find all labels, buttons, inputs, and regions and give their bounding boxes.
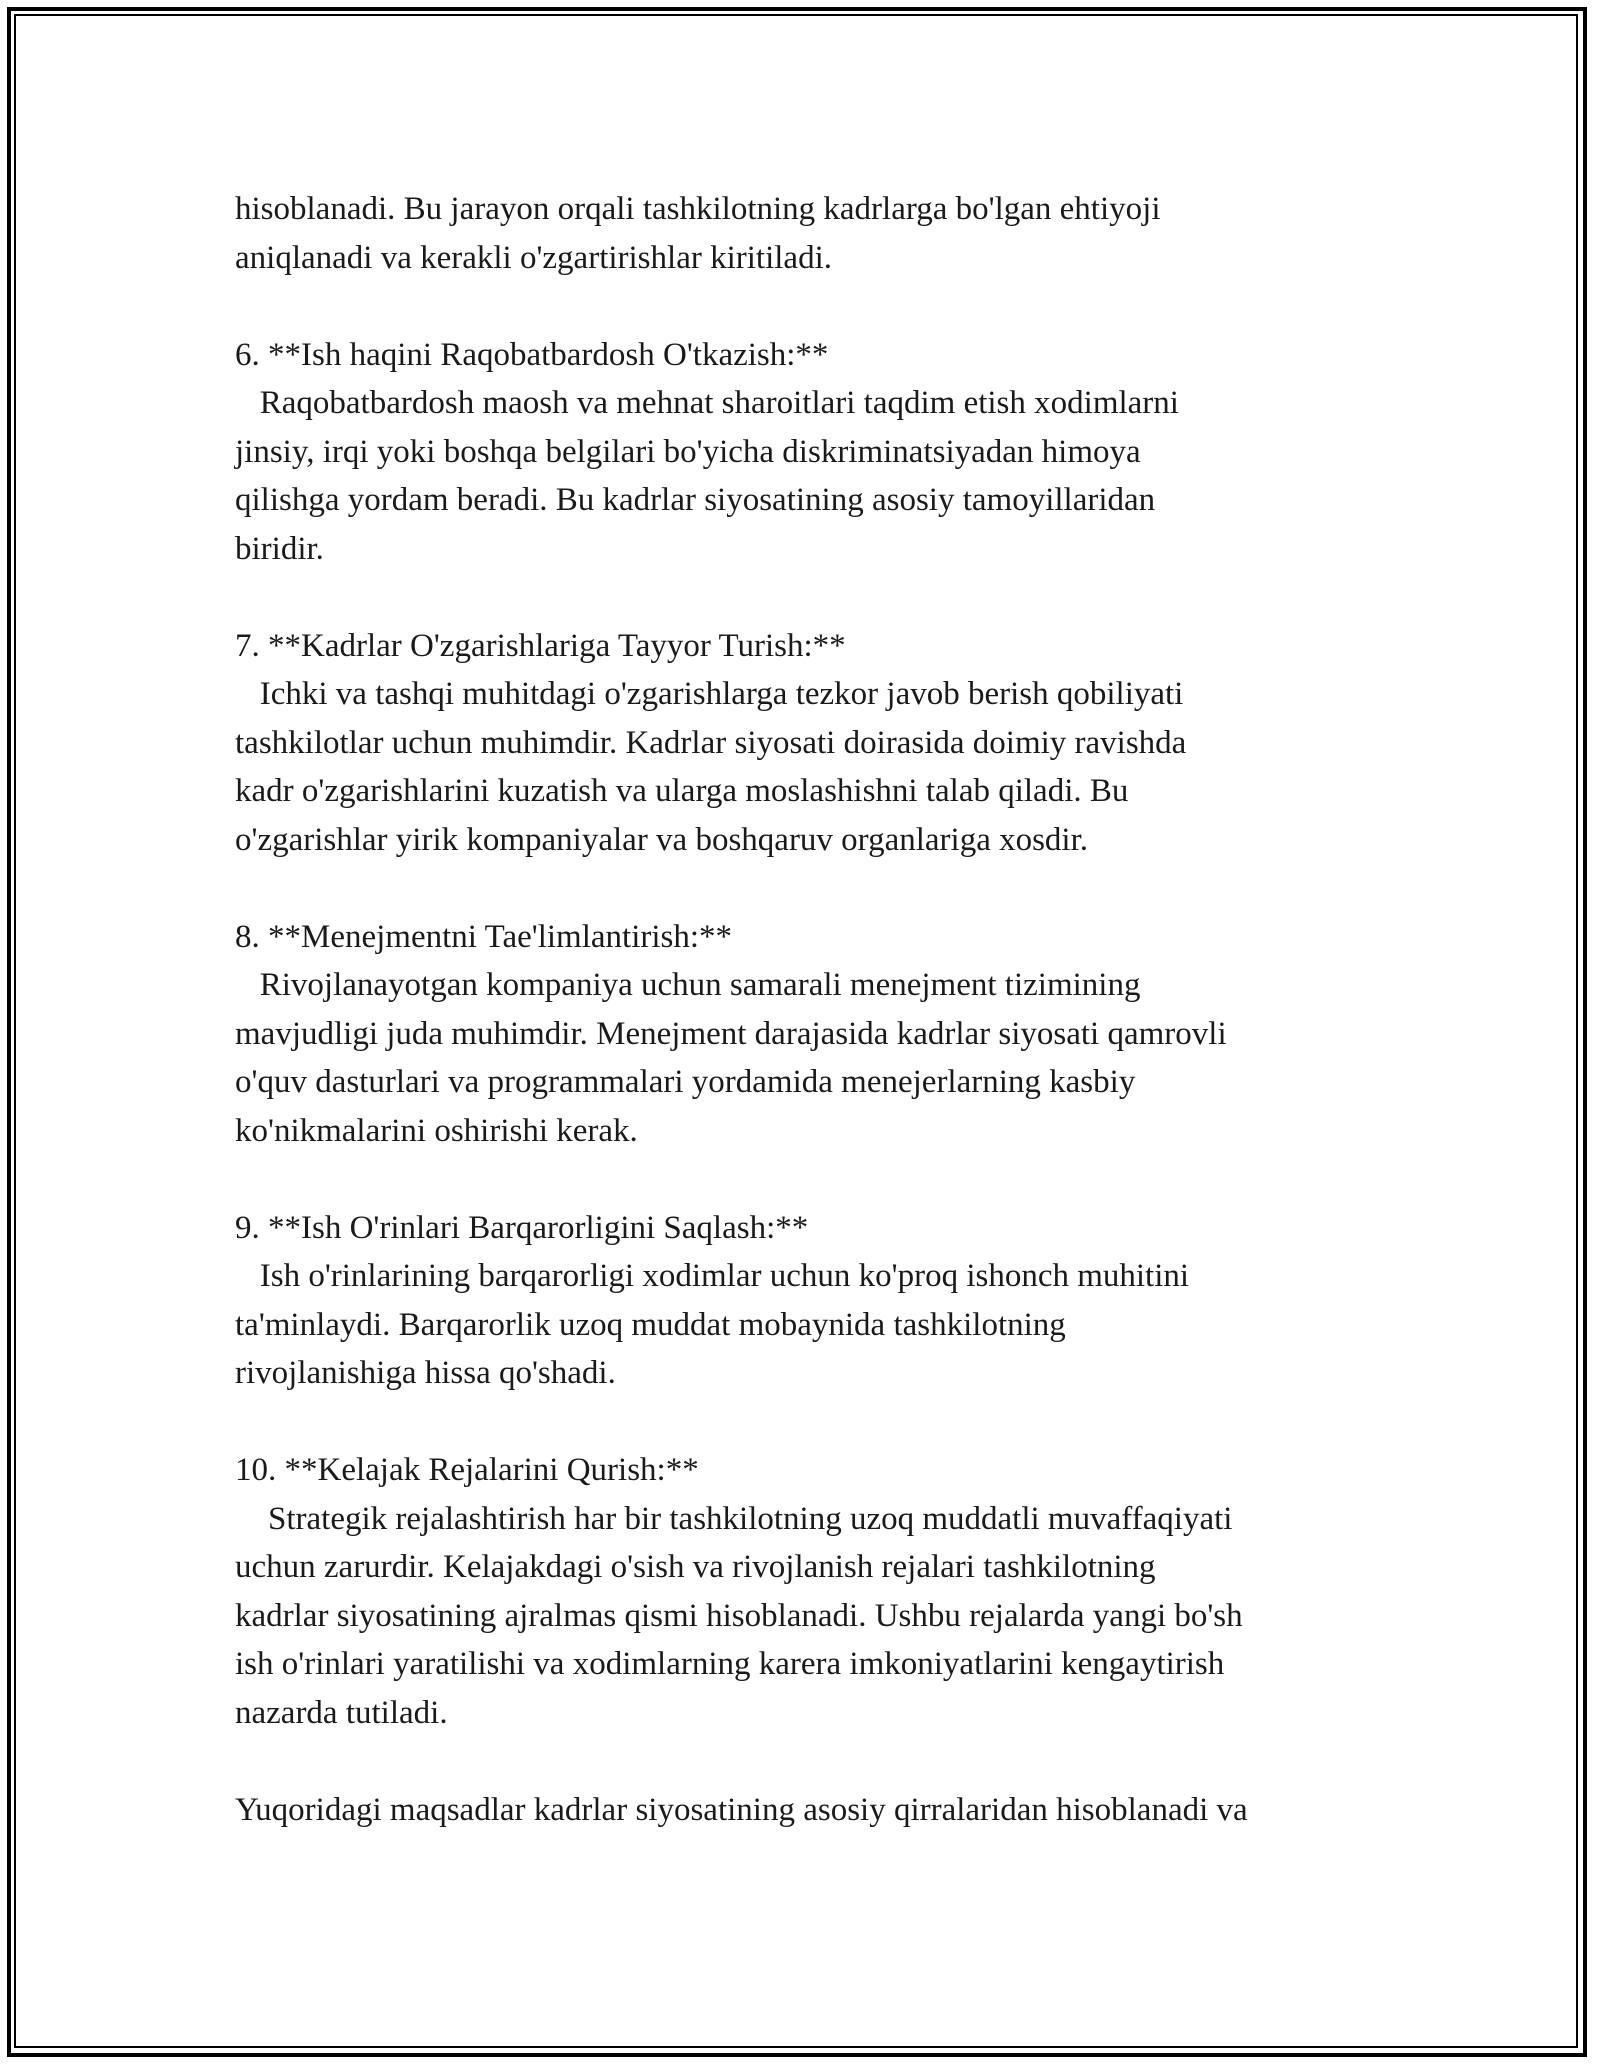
text-line: uchun zarurdir. Kelajakdagi o'sish va rivojlanish rejalari tashkilotning [235, 1549, 1156, 1585]
text-line: ta'minlaydi. Barqarorlik uzoq muddat mobaynida tashkilotning [235, 1306, 1066, 1343]
text-line: qilishga yordam beradi. Bu kadrlar siyosatining asosiy tamoyillaridan [235, 482, 1156, 518]
text-line: ko'nikmalarini oshirishi kerak. [235, 1112, 638, 1149]
text-line: mavjudligi juda muhimdir. Menejment darajasida kadrlar siyosati qamrovli [235, 1015, 1227, 1052]
text-line: nazarda tutiladi. [235, 1694, 448, 1731]
text-line: o'quv dasturlari va programmalari yordamida menejerlarning kasbiy [235, 1064, 1136, 1100]
section-heading: 8. **Menejmentni Tae'limlantirish:** [235, 918, 733, 955]
section-8 [235, 913, 1385, 1156]
text-line: Ish o'rinlarining barqarorligi xodimlar uchun ko'proq ishonch muhitini [235, 1258, 1190, 1294]
section-6 [235, 331, 1385, 574]
text-line: rivojlanishiga hissa qo'shadi. [235, 1355, 616, 1391]
section-heading: 7. **Kadrlar O'zgarishlariga Tayyor Turish:** [235, 627, 846, 664]
text-line: biridir. [235, 530, 324, 567]
text-line: kadr o'zgarishlarini kuzatish va ularga moslashishni talab qiladi. Bu [235, 773, 1129, 809]
text-line: o'zgarishlar yirik kompaniyalar va boshqaruv organlariga xosdir. [235, 821, 1089, 858]
section-heading: 10. **Kelajak Rejalarini Qurish:** [235, 1452, 699, 1488]
document-body [235, 185, 1385, 1834]
text-line: Ichki va tashqi muhitdagi o'zgarishlarga tezkor javob berish qobiliyati [235, 676, 1184, 712]
text-line: Raqobatbardosh maosh va mehnat sharoitlari taqdim etish xodimlarni [235, 385, 1179, 421]
text-line: aniqlanadi va kerakli o'zgartirishlar kiritiladi. [235, 239, 832, 276]
intro-paragraph [235, 185, 1385, 282]
text-line: Strategik rejalashtirish har bir tashkilotning uzoq muddatli muvaffaqiyati [235, 1500, 1233, 1537]
section-9 [235, 1204, 1385, 1398]
text-line: Yuqoridagi maqsadlar kadrlar siyosatining asosiy qirralaridan hisoblanadi va [235, 1791, 1248, 1828]
section-heading: 6. **Ish haqini Raqobatbardosh O'tkazish:** [235, 336, 829, 373]
text-line: hisoblanadi. Bu jarayon orqali tashkilotning kadrlarga bo'lgan ehtiyoji [235, 191, 1161, 227]
section-7 [235, 622, 1385, 865]
text-line: Rivojlanayotgan kompaniya uchun samarali menejment tizimining [235, 967, 1141, 1003]
section-heading: 9. **Ish O'rinlari Barqarorligini Saqlash:** [235, 1209, 809, 1246]
text-line: kadrlar siyosatining ajralmas qismi hisoblanadi. Ushbu rejalarda yangi bo'sh [235, 1597, 1243, 1634]
text-line: tashkilotlar uchun muhimdir. Kadrlar siyosati doirasida doimiy ravishda [235, 724, 1187, 761]
text-line: jinsiy, irqi yoki boshqa belgilari bo'yicha diskriminatsiyadan himoya [235, 433, 1141, 470]
text-line: ish o'rinlari yaratilishi va xodimlarning karera imkoniyatlarini kengaytirish [235, 1646, 1225, 1682]
closing-paragraph [235, 1786, 1385, 1835]
section-10 [235, 1446, 1385, 1737]
